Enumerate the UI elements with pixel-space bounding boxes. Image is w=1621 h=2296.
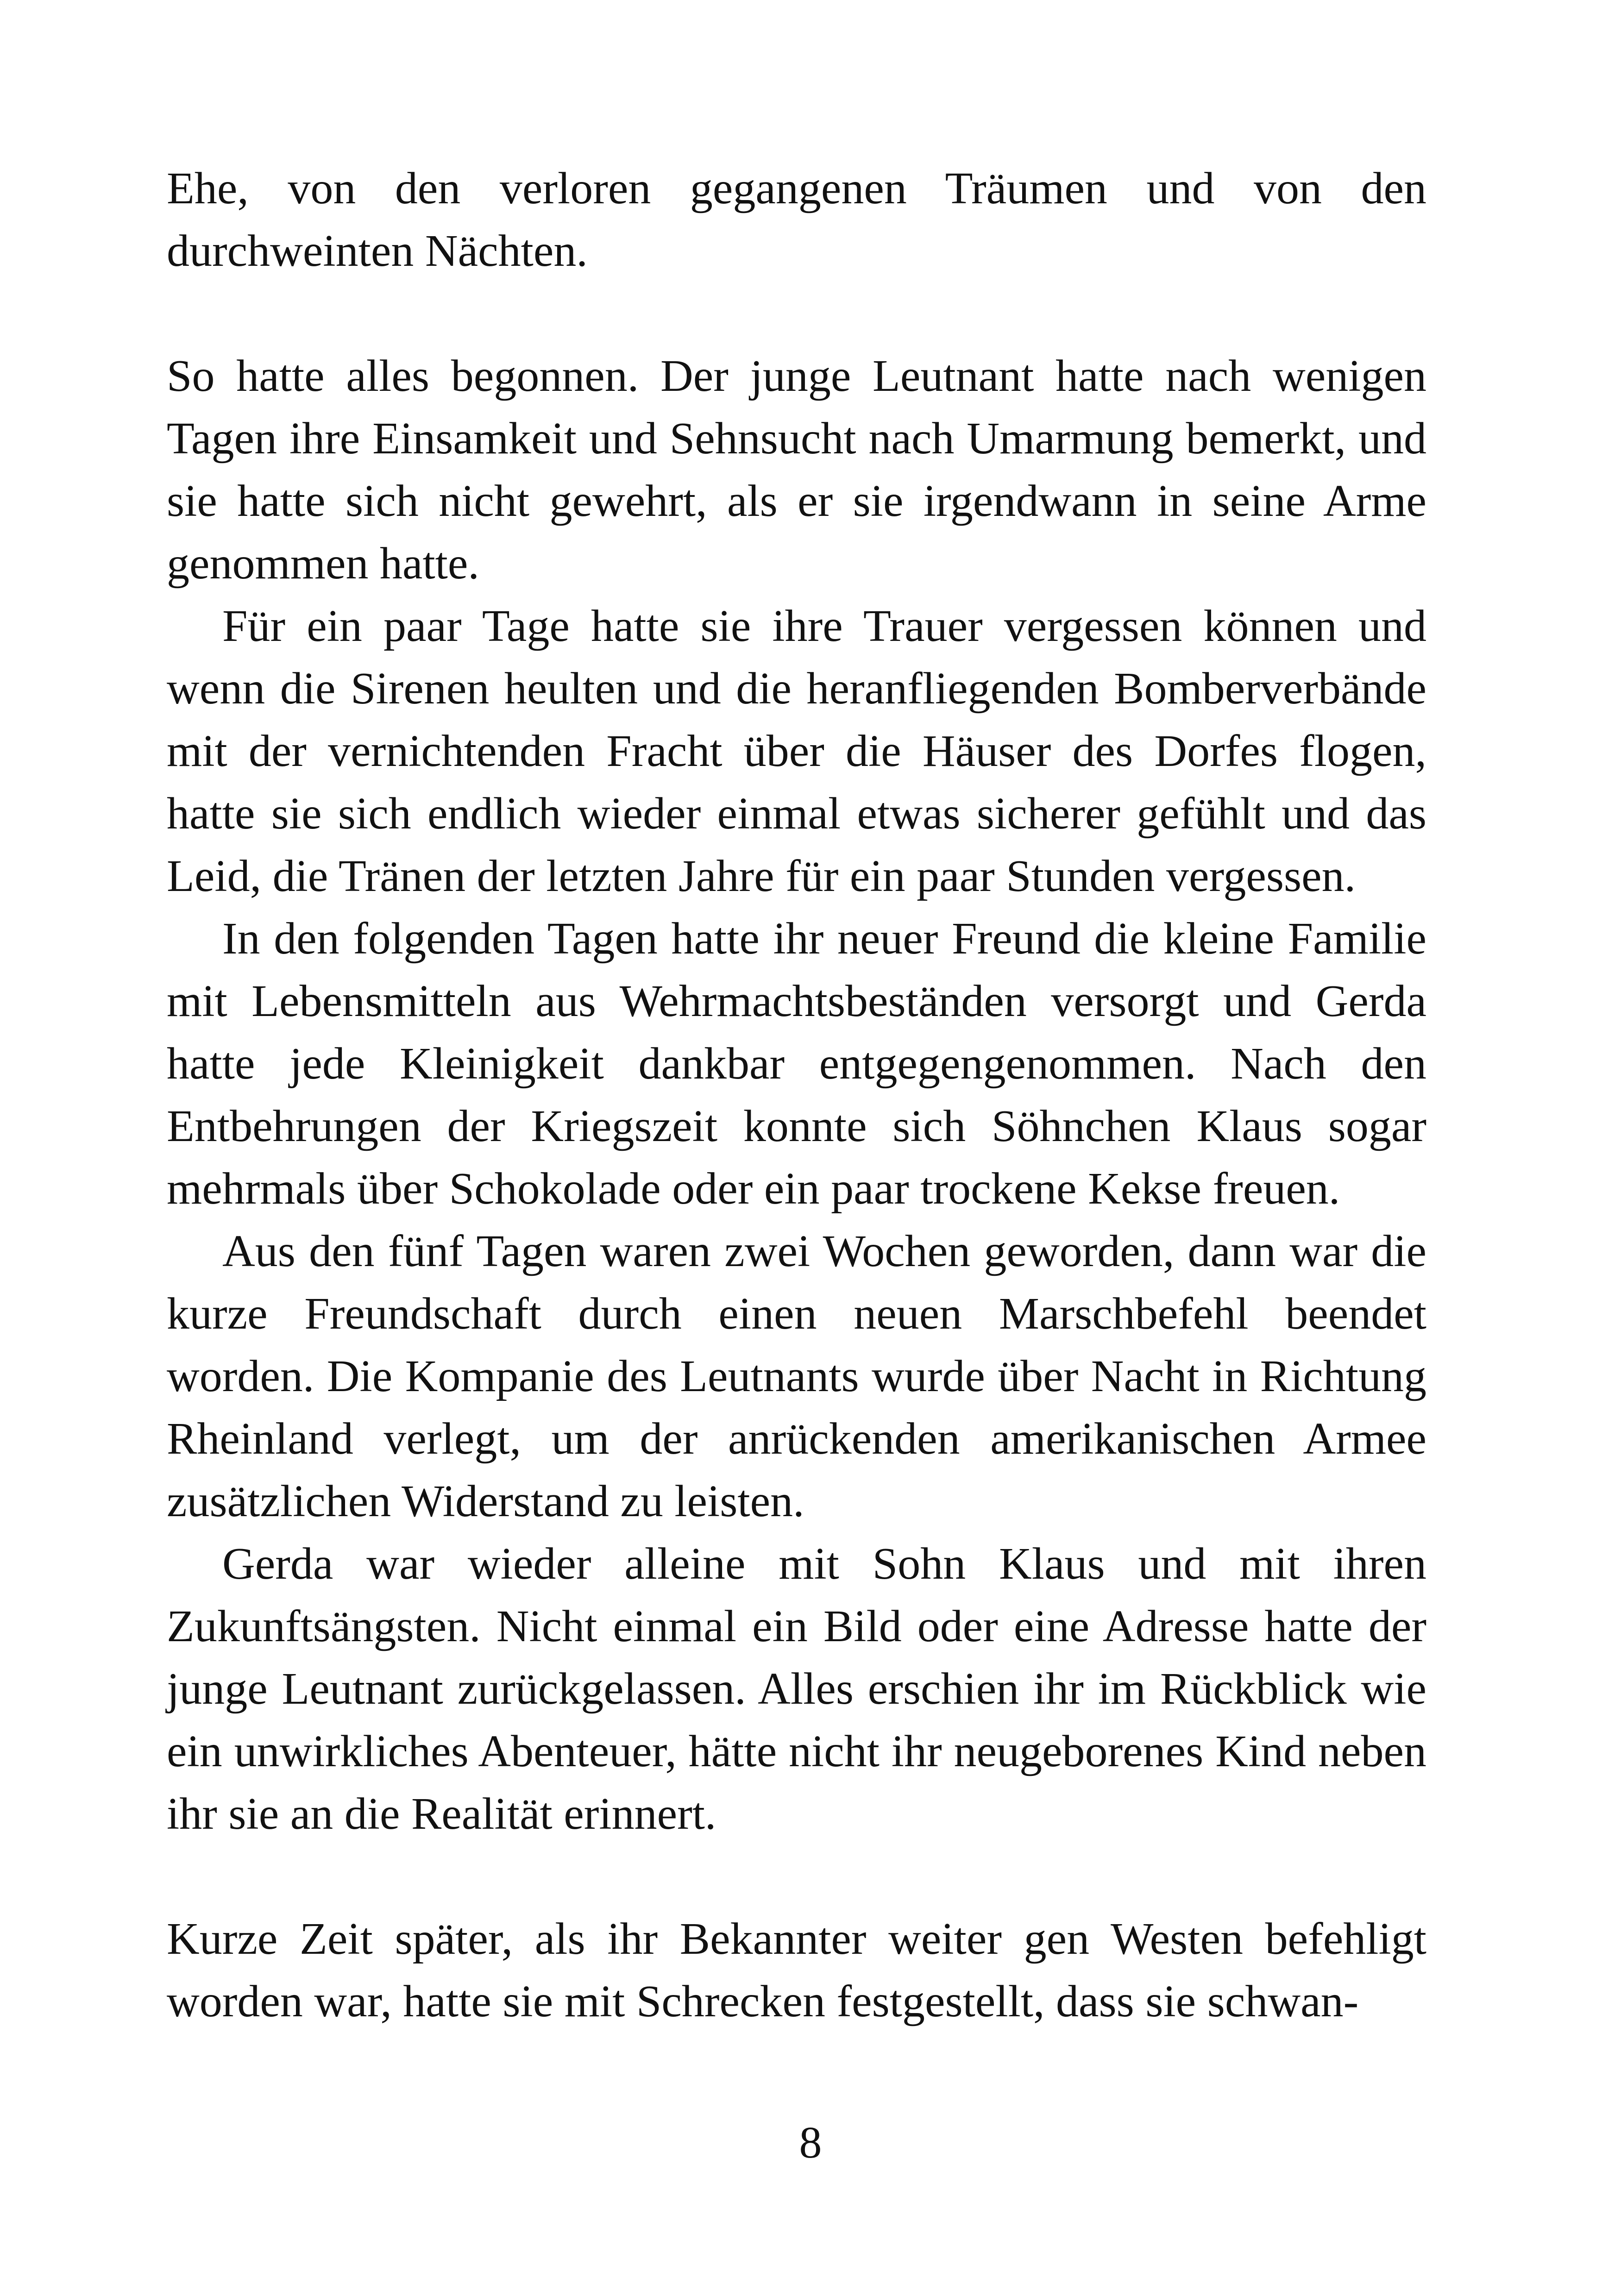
paragraph-5: Aus den fünf Tagen waren zwei Wochen geworden, dann war die kurze Freundschaft durch einen neuen Marschbefehl beendet worden. Die Kompanie des Leutnants wurde über Nacht in Richtung Rheinland verlegt, um der anrückenden amerikanischen Armee zusätzlichen Widerstand zu leisten. bbox=[167, 1226, 1426, 1526]
page-number: 8 bbox=[799, 2118, 822, 2168]
paragraph-7: Kurze Zeit später, als ihr Bekannter weiter gen Westen befehligt worden war, hatte sie mit Schrecken festgestellt, dass sie schwan- bbox=[167, 1914, 1426, 2026]
paragraph-2: So hatte alles begonnen. Der junge Leutnant hatte nach wenigen Tagen ihre Einsamkeit und Sehnsucht nach Umarmung bemerkt, und sie hatte sich nicht gewehrt, als er sie irgendwann in seine Arme genommen hatte. bbox=[167, 351, 1426, 589]
paragraph-4: In den folgenden Tagen hatte ihr neuer Freund die kleine Familie mit Lebensmitteln aus Wehrmachtsbeständen versorgt und Gerda hatte jede Kleinigkeit dankbar entgegengenommen. Nach den Entbehrungen der Kriegszeit konnte sich Söhnchen Klaus sogar mehrmals über Schokolade oder ein paar trockene Kekse freuen. bbox=[167, 914, 1426, 1214]
paragraph-1: Ehe, von den verloren gegangenen Träumen und von den durchweinten Nächten. bbox=[167, 163, 1426, 276]
paragraph-6: Gerda war wieder alleine mit Sohn Klaus und mit ihren Zukunftsängsten. Nicht einmal ein Bild oder eine Adresse hatte der junge Leutnant zurückgelassen. Alles erschien ihr im Rückblick wie ein unwirkliches Abenteuer, hätte nicht ihr neugeborenes Kind neben ihr sie an die Realität erinnert. bbox=[167, 1539, 1426, 1839]
paragraph-3: Für ein paar Tage hatte sie ihre Trauer vergessen können und wenn die Sirenen heulten und die heranfliegenden Bomberverbände mit der vernichtenden Fracht über die Häuser des Dorfes flogen, hatte sie sich endlich wieder einmal etwas sicherer gefühlt und das Leid, die Tränen der letzten Jahre für ein paar Stunden vergessen. bbox=[167, 601, 1426, 901]
body-text bbox=[167, 157, 1426, 2033]
